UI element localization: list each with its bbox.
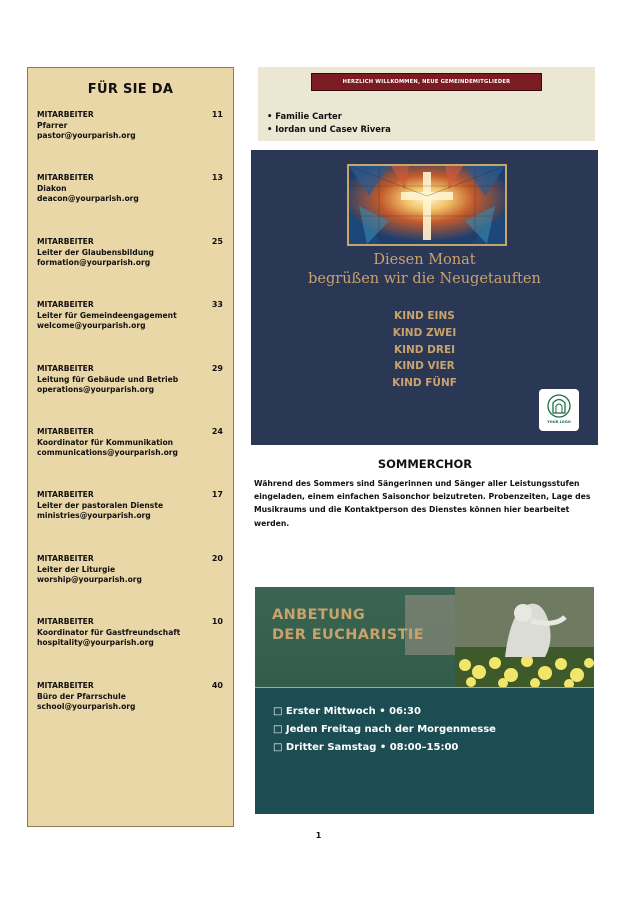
staff-panel-title: FÜR SIE DA	[87, 82, 174, 97]
staff-entry	[37, 237, 227, 269]
child-name: KIND EINS	[394, 310, 455, 322]
staff-role: MITARBEITER	[37, 427, 94, 436]
choir-body: Während des Sommers sind Sängerinnen und Sänger aller Leistungsstufen eingeladen, einem einfachen Saisonchor beizutreten. Probenzeiten, Lage des Musikraums und die Kontaktperson des Dienstes können hier bearbeitet werden.	[254, 479, 591, 528]
staff-email[interactable]: operations@yourparish.org	[37, 385, 155, 394]
choir-title: SOMMERCHOR	[377, 457, 473, 471]
staff-email[interactable]: hospitality@yourparish.org	[37, 638, 154, 647]
adoration-time-item: □ Jeden Freitag nach der Morgenmesse	[273, 724, 496, 735]
staff-title: Büro der Pfarrschule	[37, 691, 126, 701]
staff-entry	[37, 617, 227, 649]
staff-email[interactable]: welcome@yourparish.org	[37, 321, 146, 330]
adoration-panel	[255, 587, 594, 814]
adoration-title-line2: DER EUCHARISTIE	[272, 627, 425, 643]
staff-extension: 10	[211, 617, 223, 626]
staff-extension: 29	[211, 364, 223, 373]
adoration-times-list	[273, 703, 496, 757]
logo-text: YOUR LOGO	[547, 420, 571, 424]
staff-title: Pfarrer	[37, 120, 68, 130]
staff-email[interactable]: communications@yourparish.org	[37, 448, 178, 457]
staff-entry	[37, 490, 227, 522]
parish-logo	[539, 389, 579, 431]
baptized-children-list	[251, 308, 598, 392]
staff-extension: 13	[211, 173, 223, 182]
staff-title: Leitung für Gebäude und Betrieb	[37, 374, 179, 384]
staff-email[interactable]: worship@yourparish.org	[37, 575, 142, 584]
staff-role: MITARBEITER	[37, 300, 94, 309]
new-member-item: • Familie Carter	[267, 111, 342, 121]
staff-entry	[37, 110, 227, 142]
staff-extension: 24	[211, 427, 223, 436]
baptism-panel	[251, 150, 598, 445]
child-name: KIND DREI	[393, 343, 456, 356]
welcome-new-members-box	[258, 67, 595, 141]
staff-entry	[37, 681, 227, 713]
child-name: KIND VIER	[394, 360, 455, 373]
staff-email[interactable]: deacon@yourparish.org	[37, 194, 139, 203]
staff-role: MITARBEITER	[37, 237, 94, 246]
staff-title: Koordinator für Kommunikation	[37, 437, 174, 447]
church-logo-icon	[539, 392, 579, 422]
adoration-time-item: □ Dritter Samstag • 08:00–15:00	[273, 742, 459, 753]
baptism-heading-line2: begrüßen wir die Neugetauften	[308, 271, 541, 287]
staff-role: MITARBEITER	[37, 110, 94, 119]
new-member-item: • Iordan und Casev Rivera	[267, 124, 391, 134]
staff-title: Leiter der pastoralen Dienste	[37, 500, 164, 510]
baptism-heading-line1: Diesen Monat	[373, 252, 476, 268]
staff-email[interactable]: formation@yourparish.org	[37, 258, 151, 267]
staff-title: Diakon	[37, 183, 67, 193]
new-member-name: Familie Carter	[275, 111, 342, 121]
staff-email[interactable]: pastor@yourparish.org	[37, 131, 136, 140]
adoration-header-image	[255, 587, 594, 687]
new-members-list	[267, 110, 391, 136]
stained-glass-cross-image	[347, 164, 507, 246]
staff-email[interactable]: school@yourparish.org	[37, 702, 136, 711]
staff-title: Leiter der Liturgie	[37, 564, 116, 574]
staff-entry	[37, 427, 227, 459]
welcome-banner: HERZLICH WILLKOMMEN, NEUE GEMEINDEMITGLIEDER	[311, 73, 542, 91]
adoration-title-line1: ANBETUNG	[272, 607, 366, 623]
staff-entry	[37, 364, 227, 396]
staff-extension: 25	[211, 237, 223, 246]
staff-role: MITARBEITER	[37, 617, 94, 626]
staff-title: Koordinator für Gastfreundschaft	[37, 627, 181, 637]
new-member-name: Iordan und Casev Rivera	[275, 124, 391, 134]
staff-title: Leiter für Gemeindeengagement	[37, 310, 177, 320]
staff-extension: 20	[211, 554, 223, 563]
staff-directory-panel	[27, 67, 234, 827]
staff-role: MITARBEITER	[37, 681, 94, 690]
staff-role: MITARBEITER	[37, 554, 94, 563]
staff-extension: 17	[211, 490, 223, 499]
staff-role: MITARBEITER	[37, 364, 94, 373]
staff-role: MITARBEITER	[37, 173, 94, 182]
staff-email[interactable]: ministries@yourparish.org	[37, 511, 151, 520]
staff-extension: 11	[211, 110, 223, 119]
staff-entry	[37, 554, 227, 586]
page-number: 1	[315, 831, 322, 840]
staff-extension: 33	[211, 300, 223, 309]
staff-role: MITARBEITER	[37, 490, 94, 499]
adoration-time-item: □ Erster Mittwoch • 06:30	[273, 706, 421, 717]
adoration-title	[272, 605, 424, 645]
staff-entry	[37, 173, 227, 205]
staff-entry	[37, 300, 227, 332]
child-name: KIND ZWEI	[392, 326, 457, 339]
staff-title: Leiter der Glaubensbildung	[37, 247, 154, 257]
child-name: KIND FÜNF	[392, 377, 457, 390]
adoration-divider	[255, 687, 594, 688]
baptism-heading	[251, 251, 598, 289]
staff-extension: 40	[211, 681, 223, 690]
